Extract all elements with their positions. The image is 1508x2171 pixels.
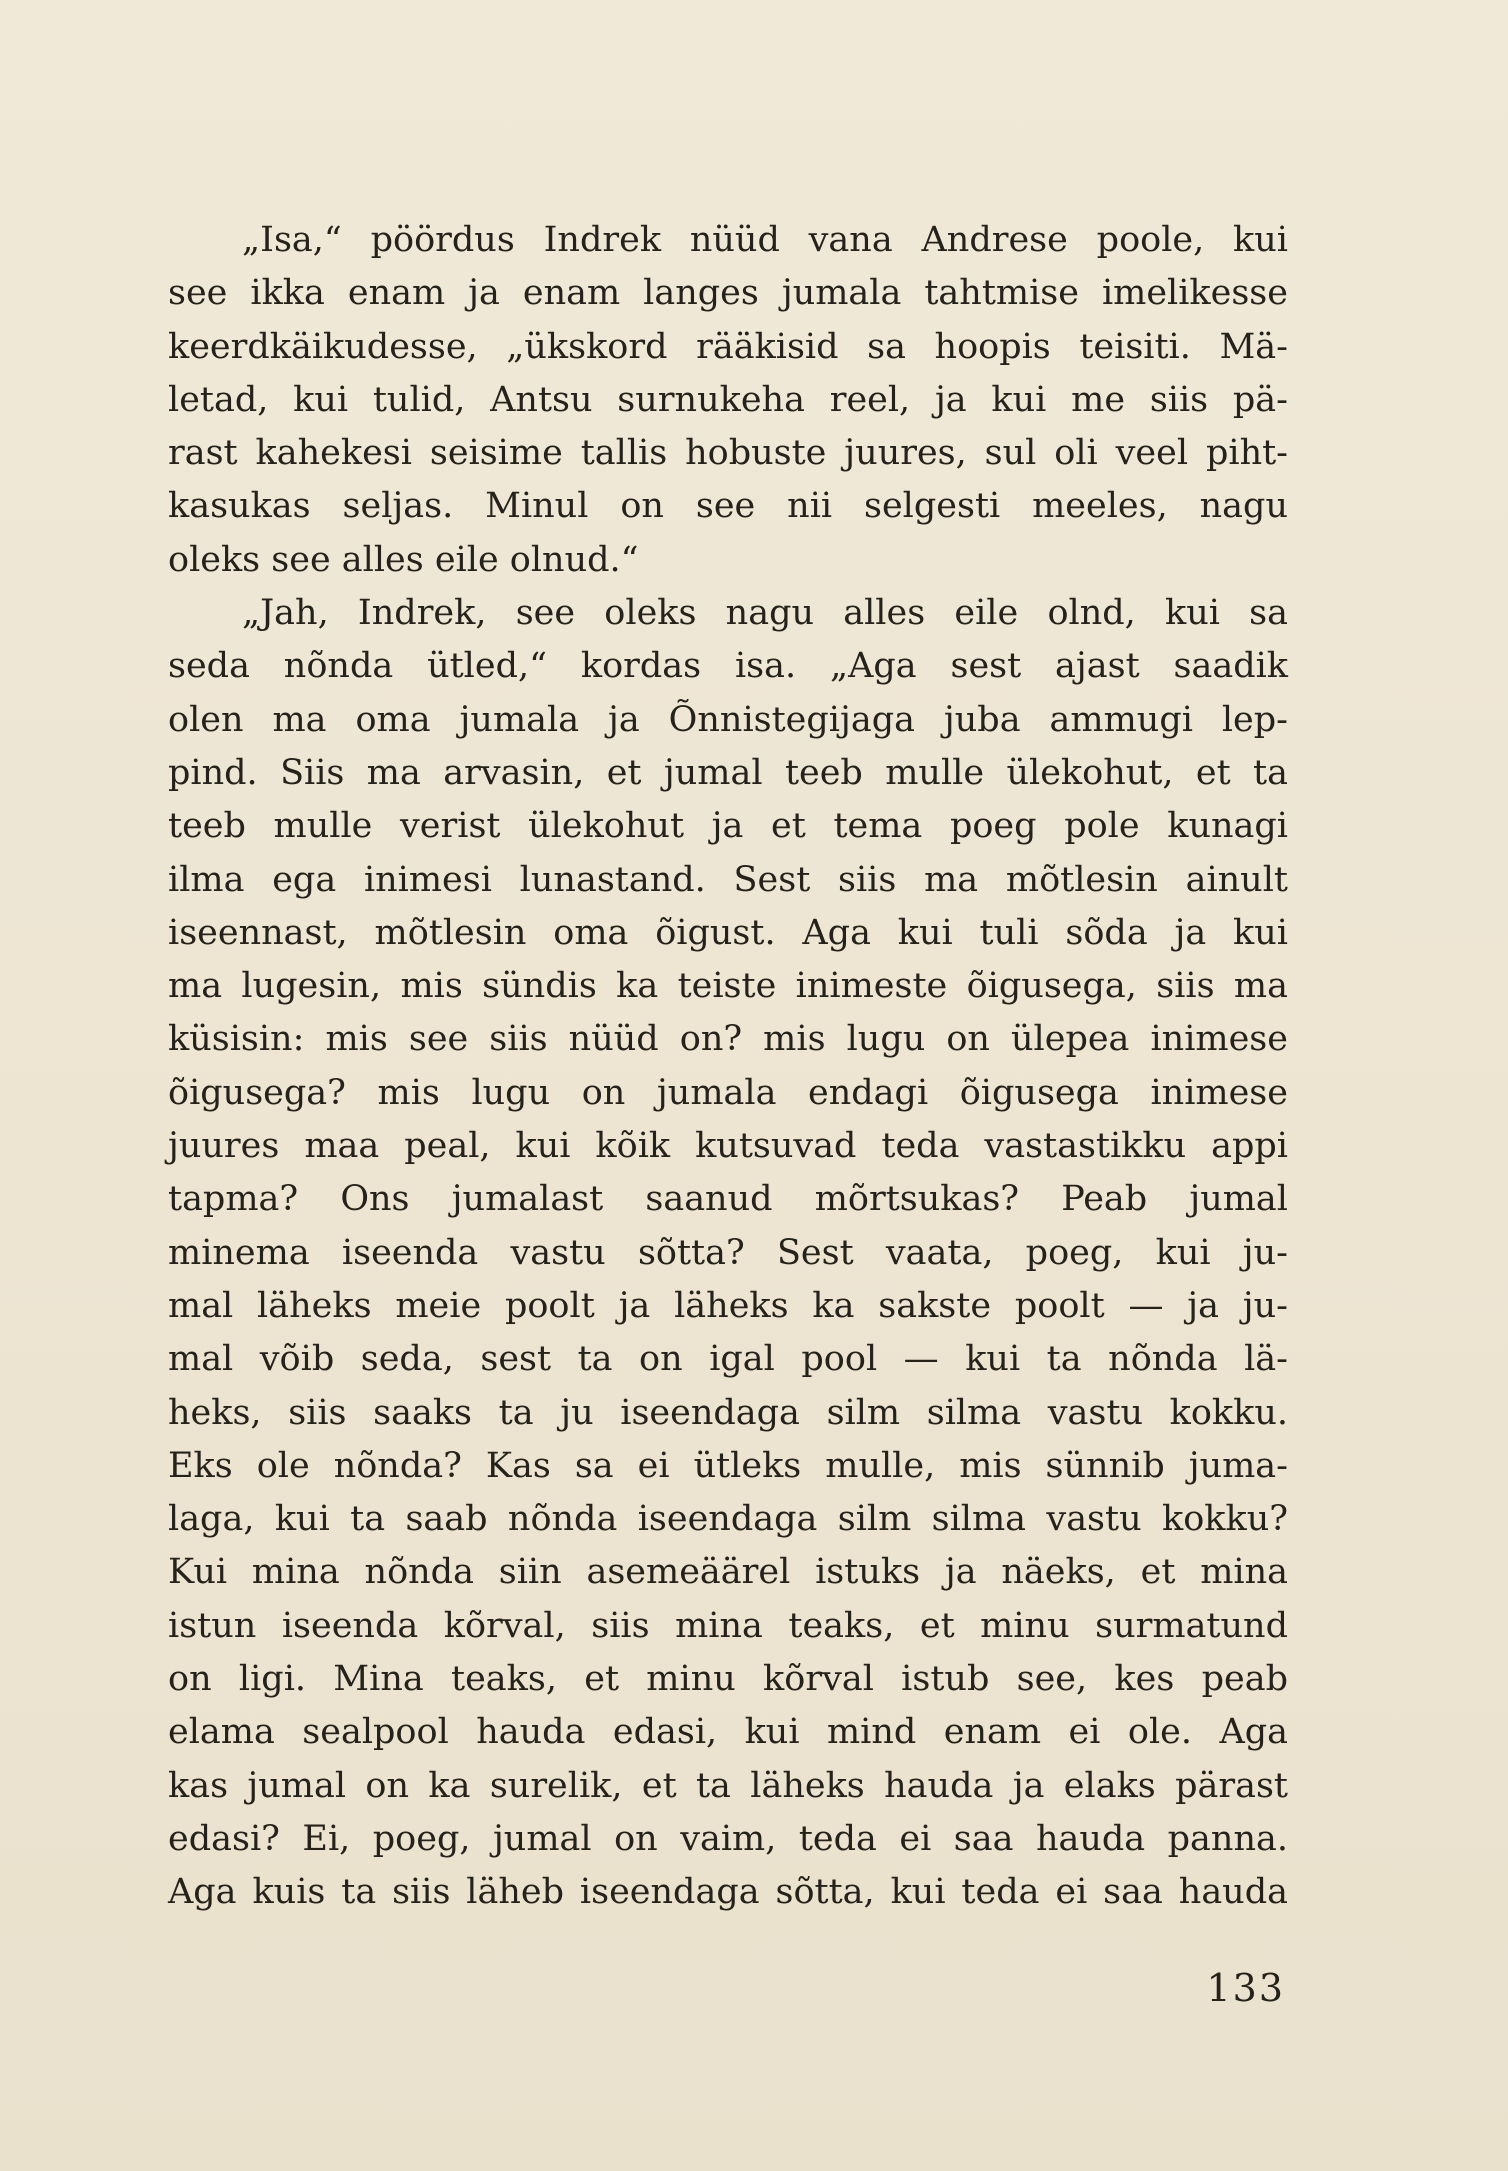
text-line: Eks ole nõnda? Kas sa ei ütleks mulle, mis sünnib juma-	[168, 1445, 1288, 1486]
text-line: mal läheks meie poolt ja läheks ka sakste poolt — ja ju-	[168, 1285, 1288, 1326]
text-line: teeb mulle verist ülekohut ja et tema poeg pole kunagi	[168, 806, 1288, 847]
text-line: tapma? Ons jumalast saanud mõrtsukas? Peab jumal	[168, 1179, 1288, 1220]
page-number: 133	[1206, 1966, 1285, 2010]
text-line: seda nõnda ütled,“ kordas isa. „Aga sest ajast saadik	[168, 646, 1288, 687]
text-line: letad, kui tulid, Antsu surnukeha reel, ja kui me siis pä-	[168, 379, 1288, 420]
text-line: kasukas seljas. Minul on see nii selgesti meeles, nagu	[168, 486, 1288, 527]
text-line: laga, kui ta saab nõnda iseendaga silm silma vastu kokku?	[168, 1499, 1288, 1540]
text-line: iseennast, mõtlesin oma õigust. Aga kui tuli sõda ja kui	[168, 912, 1288, 953]
text-line: mal võib seda, sest ta on igal pool — kui ta nõnda lä-	[168, 1339, 1288, 1380]
text-line: heks, siis saaks ta ju iseendaga silm silma vastu kokku.	[168, 1392, 1288, 1433]
text-line: edasi? Ei, poeg, jumal on vaim, teda ei saa hauda panna.	[168, 1818, 1288, 1859]
text-line: olen ma oma jumala ja Õnnistegijaga juba ammugi lep-	[168, 699, 1288, 740]
body-text	[168, 214, 1288, 1920]
text-line: „Jah, Indrek, see oleks nagu alles eile olnd, kui sa	[242, 593, 1288, 634]
text-line: on ligi. Mina teaks, et minu kõrval istub see, kes peab	[168, 1659, 1288, 1700]
text-line: minema iseenda vastu sõtta? Sest vaata, poeg, kui ju-	[168, 1232, 1288, 1273]
text-line: ma lugesin, mis sündis ka teiste inimeste õigusega, siis ma	[168, 966, 1288, 1007]
text-line: juures maa peal, kui kõik kutsuvad teda vastastikku appi	[168, 1126, 1288, 1167]
text-line: elama sealpool hauda edasi, kui mind enam ei ole. Aga	[168, 1712, 1288, 1753]
text-line: Aga kuis ta siis läheb iseendaga sõtta, kui teda ei saa hauda	[168, 1872, 1288, 1913]
text-line: keerdkäikudesse, „ükskord rääkisid sa hoopis teisiti. Mä-	[168, 326, 1288, 367]
text-line: see ikka enam ja enam langes jumala tahtmise imelikesse	[168, 273, 1288, 314]
text-line: küsisin: mis see siis nüüd on? mis lugu on ülepea inimese	[168, 1019, 1288, 1060]
text-line: ilma ega inimesi lunastand. Sest siis ma mõtlesin ainult	[168, 859, 1288, 900]
text-line: rast kahekesi seisime tallis hobuste juures, sul oli veel piht-	[168, 433, 1288, 474]
text-line: Kui mina nõnda siin asemeäärel istuks ja näeks, et mina	[168, 1552, 1288, 1593]
text-line: pind. Siis ma arvasin, et jumal teeb mulle ülekohut, et ta	[168, 752, 1288, 793]
text-line: õigusega? mis lugu on jumala endagi õigusega inimese	[168, 1072, 1288, 1113]
text-line: istun iseenda kõrval, siis mina teaks, et minu surmatund	[168, 1605, 1288, 1646]
text-line: oleks see alles eile olnud.“	[168, 539, 639, 580]
text-line: kas jumal on ka surelik, et ta läheks hauda ja elaks pärast	[168, 1765, 1288, 1806]
text-line: „Isa,“ pöördus Indrek nüüd vana Andrese poole, kui	[242, 220, 1288, 260]
